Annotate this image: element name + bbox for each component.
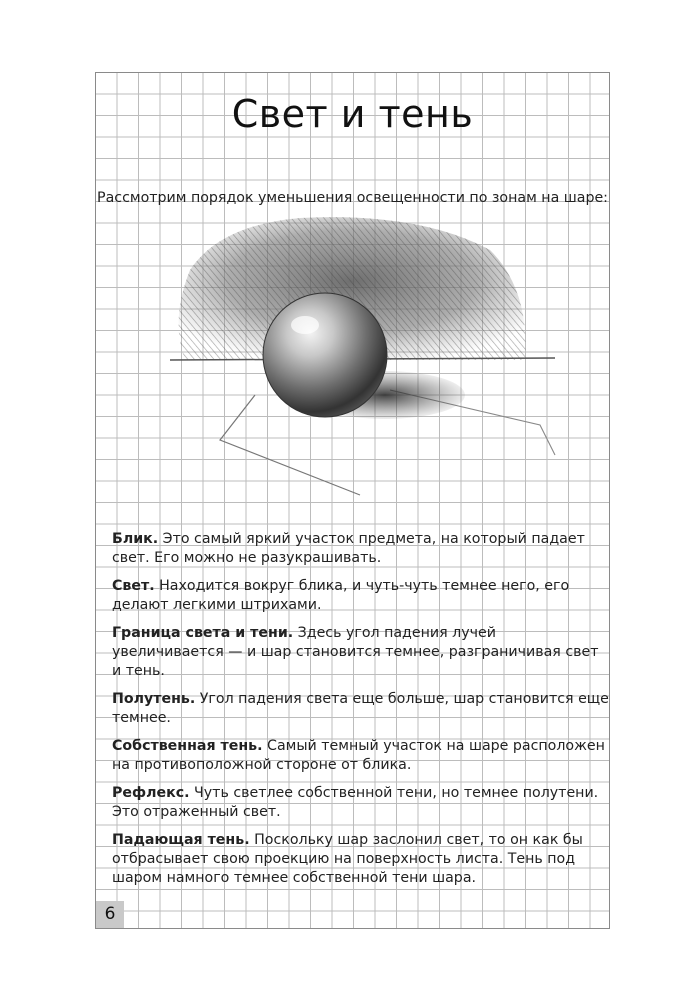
page-title: Свет и тень [231, 92, 474, 136]
term-name: Падающая тень. [112, 832, 250, 848]
term-text: Самый темный участок на шаре расположен на противоположной стороне от блика. [112, 738, 605, 773]
term-highlight [112, 530, 612, 568]
term-cast-shadow [112, 831, 612, 888]
terms-list [112, 530, 612, 897]
term-text: Это самый яркий участок предмета, на который падает свет. Его можно не разукрашивать. [112, 531, 585, 566]
term-name: Рефлекс. [112, 785, 190, 801]
term-halftone [112, 690, 612, 728]
sphere-pencil-drawing [160, 210, 560, 510]
term-text: Чуть светлее собственной тени, но темнее полутени. Это отраженный свет. [112, 785, 599, 820]
intro-text: Рассмотрим порядок уменьшения освещенности по зонам на шаре: [97, 190, 608, 206]
term-name: Полутень. [112, 691, 196, 707]
term-text: Находится вокруг блика, и чуть-чуть темнее него, его делают легкими штрихами. [112, 578, 570, 613]
term-text: Здесь угол падения лучей увеличивается — и шар становится темнее, разграничивая свет и тень. [112, 625, 599, 679]
term-name: Свет. [112, 578, 155, 594]
term-light [112, 577, 612, 615]
term-name: Блик. [112, 531, 159, 547]
page-number: 6 [96, 901, 124, 928]
term-name: Граница света и тени. [112, 625, 294, 641]
term-own-shadow [112, 737, 612, 775]
term-text: Поскольку шар заслонил свет, то он как бы отбрасывает свою проекцию на поверхность листа. Тень под шаром намного темнее собственной тени шара. [112, 832, 583, 886]
term-light-shadow-border [112, 624, 612, 681]
term-name: Собственная тень. [112, 738, 263, 754]
term-reflex [112, 784, 612, 822]
term-text: Угол падения света еще больше, шар становится еще темнее. [112, 691, 609, 726]
